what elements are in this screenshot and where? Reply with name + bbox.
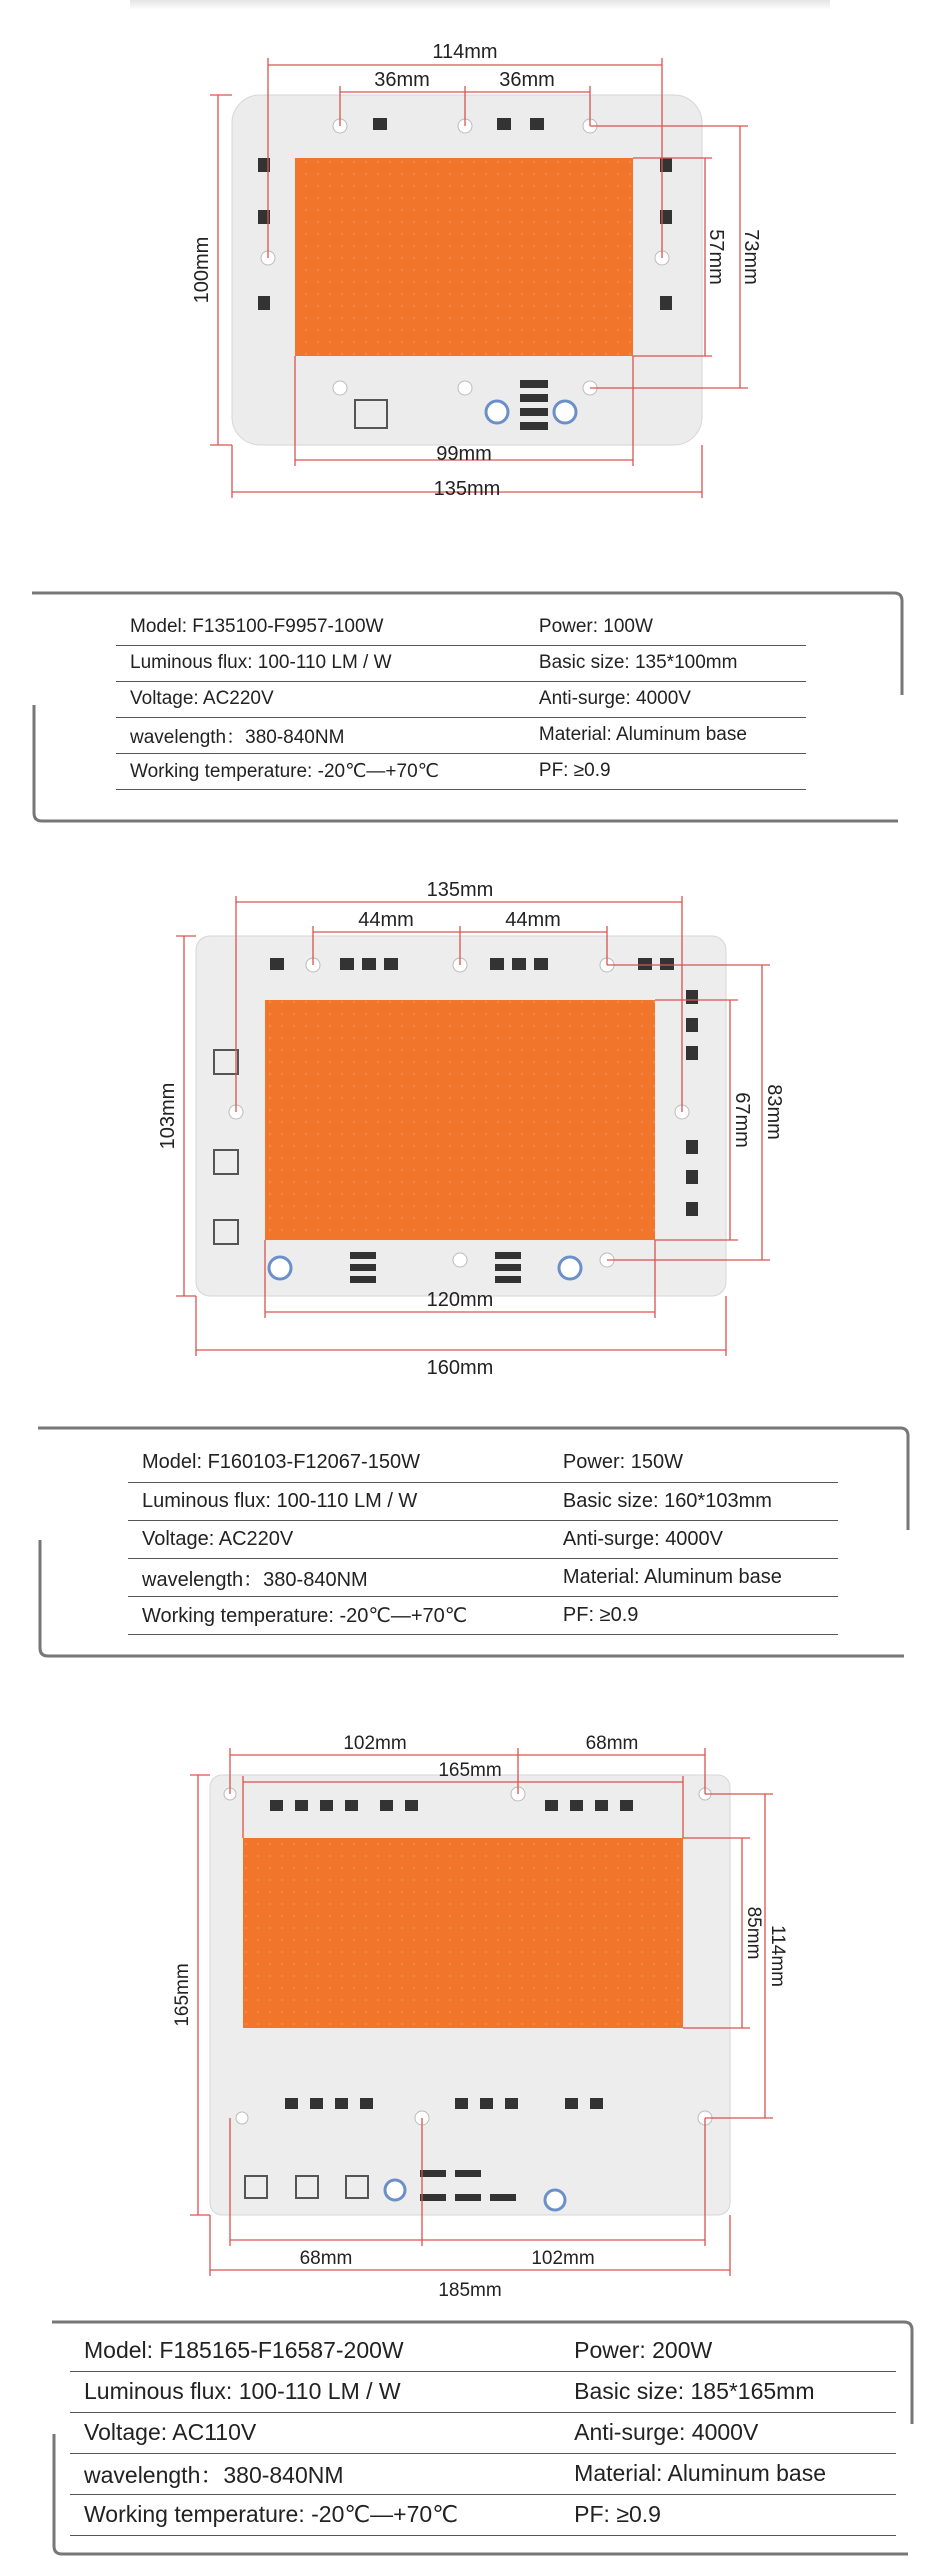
dim-width-top: 135mm [426,879,494,901]
dim-bottom-outer: 185mm [438,2280,502,2301]
spec-row: Luminous flux: 100-110 LM / W Basic size: 135*100mm [116,645,806,681]
spec-card-100w [28,585,908,825]
dim-bottom-outer: 135mm [433,478,501,500]
spec-row: Voltage: AC110V Anti-surge: 4000V [70,2412,896,2453]
dimension-drawing-100w [0,0,950,520]
dim-height-right-outer: 73mm [740,229,762,285]
dim-bottom-right: 102mm [531,2248,595,2269]
dim-right-pitch: 36mm [499,69,555,91]
spec-row: Working temperature: -20℃—+70℃ PF: ≥0.9 [116,753,806,789]
dim-height-right-inner: 85mm [743,1906,764,1960]
dimension-drawing-200w [0,1670,950,2310]
dim-bottom-inner: 99mm [436,443,492,465]
spec-row: Voltage: AC220V Anti-surge: 4000V [128,1520,838,1558]
dim-top-left: 102mm [343,1733,407,1754]
dim-height-right-inner: 57mm [705,229,727,285]
dim-left-pitch: 44mm [358,909,414,931]
spec-card-200w [48,2314,918,2558]
spec-row: Model: F160103-F12067-150W Power: 150W [128,1444,838,1482]
product-150w [0,840,950,1670]
product-100w [0,0,950,840]
dim-width-top: 114mm [432,41,498,63]
dim-height-left: 165mm [172,1963,193,2027]
dim-height-right-outer: 114mm [767,1925,788,1987]
spec-table-200w [70,2330,896,2536]
product-200w [0,1670,950,2568]
spec-row: Luminous flux: 100-110 LM / W Basic size: 160*103mm [128,1482,838,1520]
dim-height-right-outer: 83mm [763,1084,785,1140]
dim-top-right: 68mm [585,1733,639,1754]
dimension-drawing-150w [0,840,950,1380]
spec-row: Working temperature: -20℃—+70℃ PF: ≥0.9 [70,2494,896,2535]
spec-card-150w [34,1420,914,1660]
spec-row: wavelength：380-840NM Material: Aluminum base [70,2453,896,2494]
dim-left-pitch: 36mm [374,69,430,91]
dim-bottom-left: 68mm [299,2248,353,2269]
spec-row: wavelength：380-840NM Material: Aluminum base [128,1558,838,1596]
dim-right-pitch: 44mm [505,909,561,931]
dim-height-left: 100mm [191,236,213,304]
spec-table-150w [128,1444,838,1635]
spec-row: wavelength：380-840NM Material: Aluminum base [116,717,806,753]
spec-row: Voltage: AC220V Anti-surge: 4000V [116,681,806,717]
spec-row: Luminous flux: 100-110 LM / W Basic size: 185*165mm [70,2371,896,2412]
spec-row: Working temperature: -20℃—+70℃ PF: ≥0.9 [128,1596,838,1634]
dim-bottom-inner: 120mm [426,1289,494,1311]
dim-height-right-inner: 67mm [731,1092,753,1148]
dim-top-inner: 165mm [438,1760,502,1781]
spec-table-100w [116,609,806,790]
dim-bottom-outer: 160mm [426,1357,494,1379]
spec-row: Model: F135100-F9957-100W Power: 100W [116,609,806,645]
spec-row: Model: F185165-F16587-200W Power: 200W [70,2330,896,2371]
dim-height-left: 103mm [157,1082,179,1150]
